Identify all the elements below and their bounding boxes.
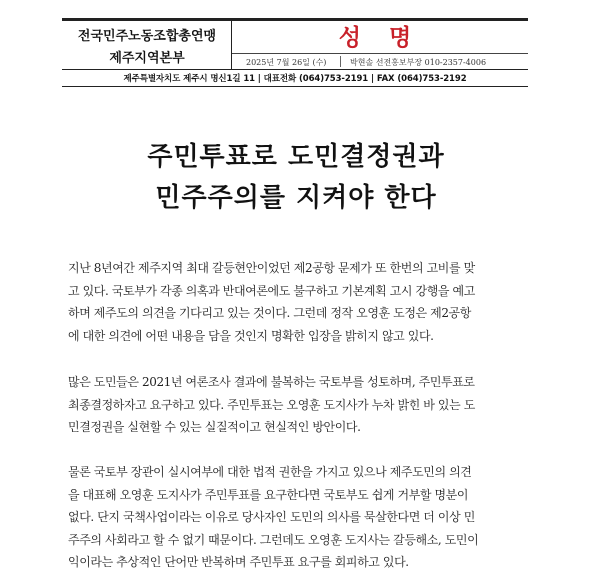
organization-branch: 제주지역본부 [109,51,185,66]
press-contact: 박현솔 선전홍보부장 010-2357-4006 [350,58,487,67]
release-date: 2025년 7월 26일 (수) [246,58,327,67]
organization-name: 전국민주노동조합총연맹 [77,29,217,44]
document-meta-row [232,53,528,70]
paragraph-line: 물론 국토부 장관이 실시여부에 대한 법적 권한을 가지고 있으나 제주도민의 의견 [68,465,472,479]
paragraph-line: 에 대한 의견에 어떤 내용을 담을 것인지 명확한 입장을 밝히지 않고 있다. [68,328,434,343]
body-paragraph [68,257,538,347]
paragraph-line: 고 있다. 국토부가 각종 의혹과 반대여론에도 불구하고 기본계획 고시 강행을 예고 [68,283,475,298]
header-divider [62,86,528,87]
paragraph-line: 최종결정하자고 요구하고 있다. 주민투표는 오영훈 도지사가 누차 밝힌 바 있는 도 [68,397,475,412]
paragraph-line: 많은 도민들은 2021년 여론조사 결과에 불복하는 국토부를 성토하며, 주민투표로 [68,375,475,389]
paragraph-line: 을 대표해 오영훈 도지사가 주민투표를 요구한다면 국토부도 쉽게 거부할 명분이 [68,487,469,502]
headline-line-1: 주민투표로 도민결정권과 [147,142,445,172]
organization-block [62,21,232,69]
body-paragraph [68,371,538,439]
paragraph-line: 하며 제주도의 의견을 기다리고 있는 것이다. 그런데 정작 오영훈 도정은 제2공항 [68,306,471,320]
paragraph-line: 익이라는 추상적인 단어만 반복하며 주민투표 요구를 회피하고 있다. [68,555,409,569]
body-paragraph [68,461,538,574]
headline-line-2: 민주주의를 지켜야 한다 [155,183,437,213]
address-line: 제주특별자치도 제주시 명신1길 11 | 대표전화 (064)753-2191 | FAX (064)753-2192 [123,74,467,84]
paragraph-line: 지난 8년여간 제주지역 최대 갈등현안이었던 제2공항 문제가 또 한번의 고비를 맞 [68,261,475,275]
paragraph-line: 없다. 단지 국책사업이라는 이유로 당사자인 도민의 의사를 묵살한다면 더 이상 민 [68,510,475,524]
paragraph-line: 민결정권을 실현할 수 있는 실질적이고 현실적인 방안이다. [68,420,361,434]
document-type-heading: 성 명 [338,25,422,51]
document-info-block [232,21,528,69]
meta-divider [340,56,341,67]
paragraph-line: 주주의 사회라고 할 수 없기 때문이다. 그런데도 오영훈 도지사는 갈등해소, 도민이 [68,532,479,547]
letterhead [62,18,528,70]
